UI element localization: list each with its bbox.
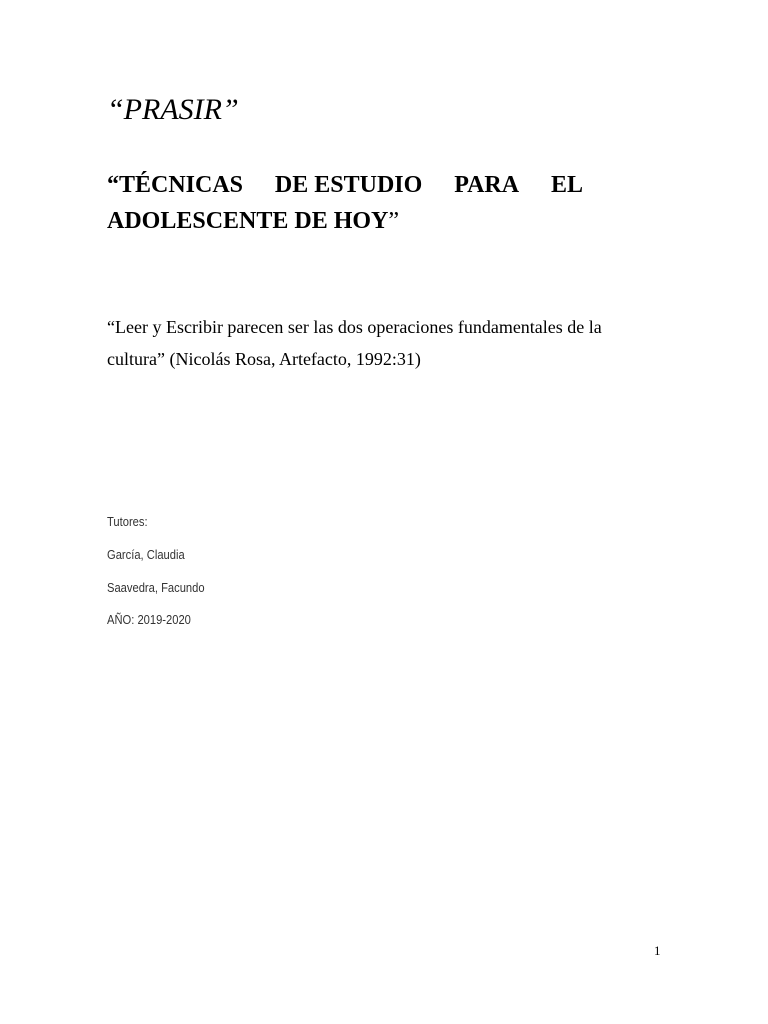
subtitle-line-2-text: ADOLESCENTE DE HOY — [107, 208, 389, 234]
tutors-label: Tutores: — [107, 514, 148, 529]
epigraph-line-1: “Leer y Escribir parecen ser las dos operaciones fundamentales de la — [107, 317, 602, 337]
tutor-name: García, Claudia — [107, 547, 185, 562]
subtitle-word: “TÉCNICAS — [107, 172, 244, 198]
epigraph-line-2: cultura” (Nicolás Rosa, Artefacto, 1992:31) — [107, 349, 421, 369]
subtitle-line-1 — [107, 167, 583, 203]
subtitle-line-2 — [107, 203, 583, 239]
tutor-name: Saavedra, Facundo — [107, 580, 205, 595]
subtitle-word: PARA — [454, 172, 520, 198]
subtitle-word: DE ESTUDIO — [274, 172, 423, 198]
document-title: “PRASIR” — [107, 93, 239, 126]
epigraph-quote — [107, 311, 667, 375]
document-subtitle — [107, 167, 583, 239]
subtitle-close-quote: ” — [388, 208, 400, 234]
page-number: 1 — [654, 943, 661, 958]
subtitle-word: EL — [550, 172, 583, 198]
year-range: AÑO: 2019-2020 — [107, 612, 191, 627]
